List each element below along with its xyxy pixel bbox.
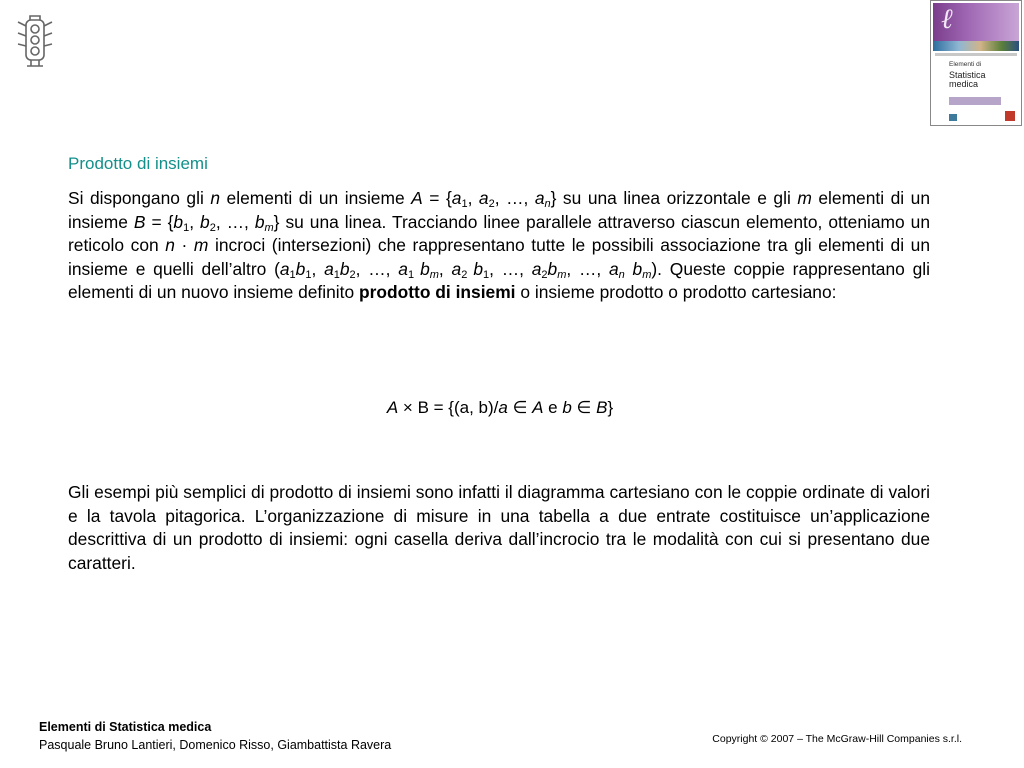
highlight-term: prodotto di insiemi [359, 282, 516, 303]
cover-title-line1: Elementi di [949, 61, 982, 68]
book-cover-image [930, 0, 1022, 126]
footer-authors: Pasquale Bruno Lantieri, Domenico Risso, Giambattista Ravera [39, 738, 392, 752]
cover-mcgraw-hill-logo [1005, 111, 1015, 121]
footer-book-title: Elementi di Statistica medica [39, 720, 212, 734]
footer-credits [39, 718, 391, 754]
cover-title-line2: Statistica [949, 70, 986, 80]
traffic-light-logo-icon [14, 14, 56, 70]
cover-subtitle-band [949, 97, 1001, 105]
paragraph-examples: Gli esempi più semplici di prodotto di insiemi sono infatti il diagramma cartesiano con le coppie ordinate di valori e la tavola pitagorica. L’organizzazione di misure in una tabella a due entrate costituisce un’applicazione descrittiva di un prodotto di insiemi: ogni casella deriva dall’incrocio tra le modalità con cui si presentano due caratteri. [68, 482, 930, 573]
cover-title-line3: medica [949, 79, 979, 89]
cover-band: ℓ [933, 3, 1019, 41]
cover-photo-strip [933, 41, 1019, 51]
cover-publisher-mark [949, 114, 957, 121]
footer-copyright: Copyright © 2007 – The McGraw-Hill Companies s.r.l. [712, 733, 962, 745]
cover-authors-strip [935, 53, 1017, 56]
slide-title: Prodotto di insiemi [68, 154, 208, 173]
paragraph-definition: Si dispongano gli n elementi di un insieme $A = \{a_1$, $a_2$, …, $a_n$} su una linea orizzontale e gli m elementi di un insieme $B = \{b_1$, $b_2$, …, $b_m$} su una linea. Tracciando linee parallele attraverso ciascun elemento, otteniamo un reticolo con n · m incroci (intersezioni) che rappresentano tutte le possibili associazione tra gli elementi di un insieme e quelli dell’altro ($a_1b_1$, $a_1b_2$, …, $a_1$ $b_m$, $a_2$ $b_1$, …, $a_2b_m$, …, $a_n$ $b_m$). Queste coppie rappresentano gli elementi di un nuovo insieme definito prodotto di insiemi o insieme prodotto o prodotto cartesiano: [68, 188, 931, 303]
cover-title [949, 71, 986, 89]
cartesian-product-formula: A × B = {(a, b)/a ∈ A e b ∈ B} [386, 398, 614, 417]
